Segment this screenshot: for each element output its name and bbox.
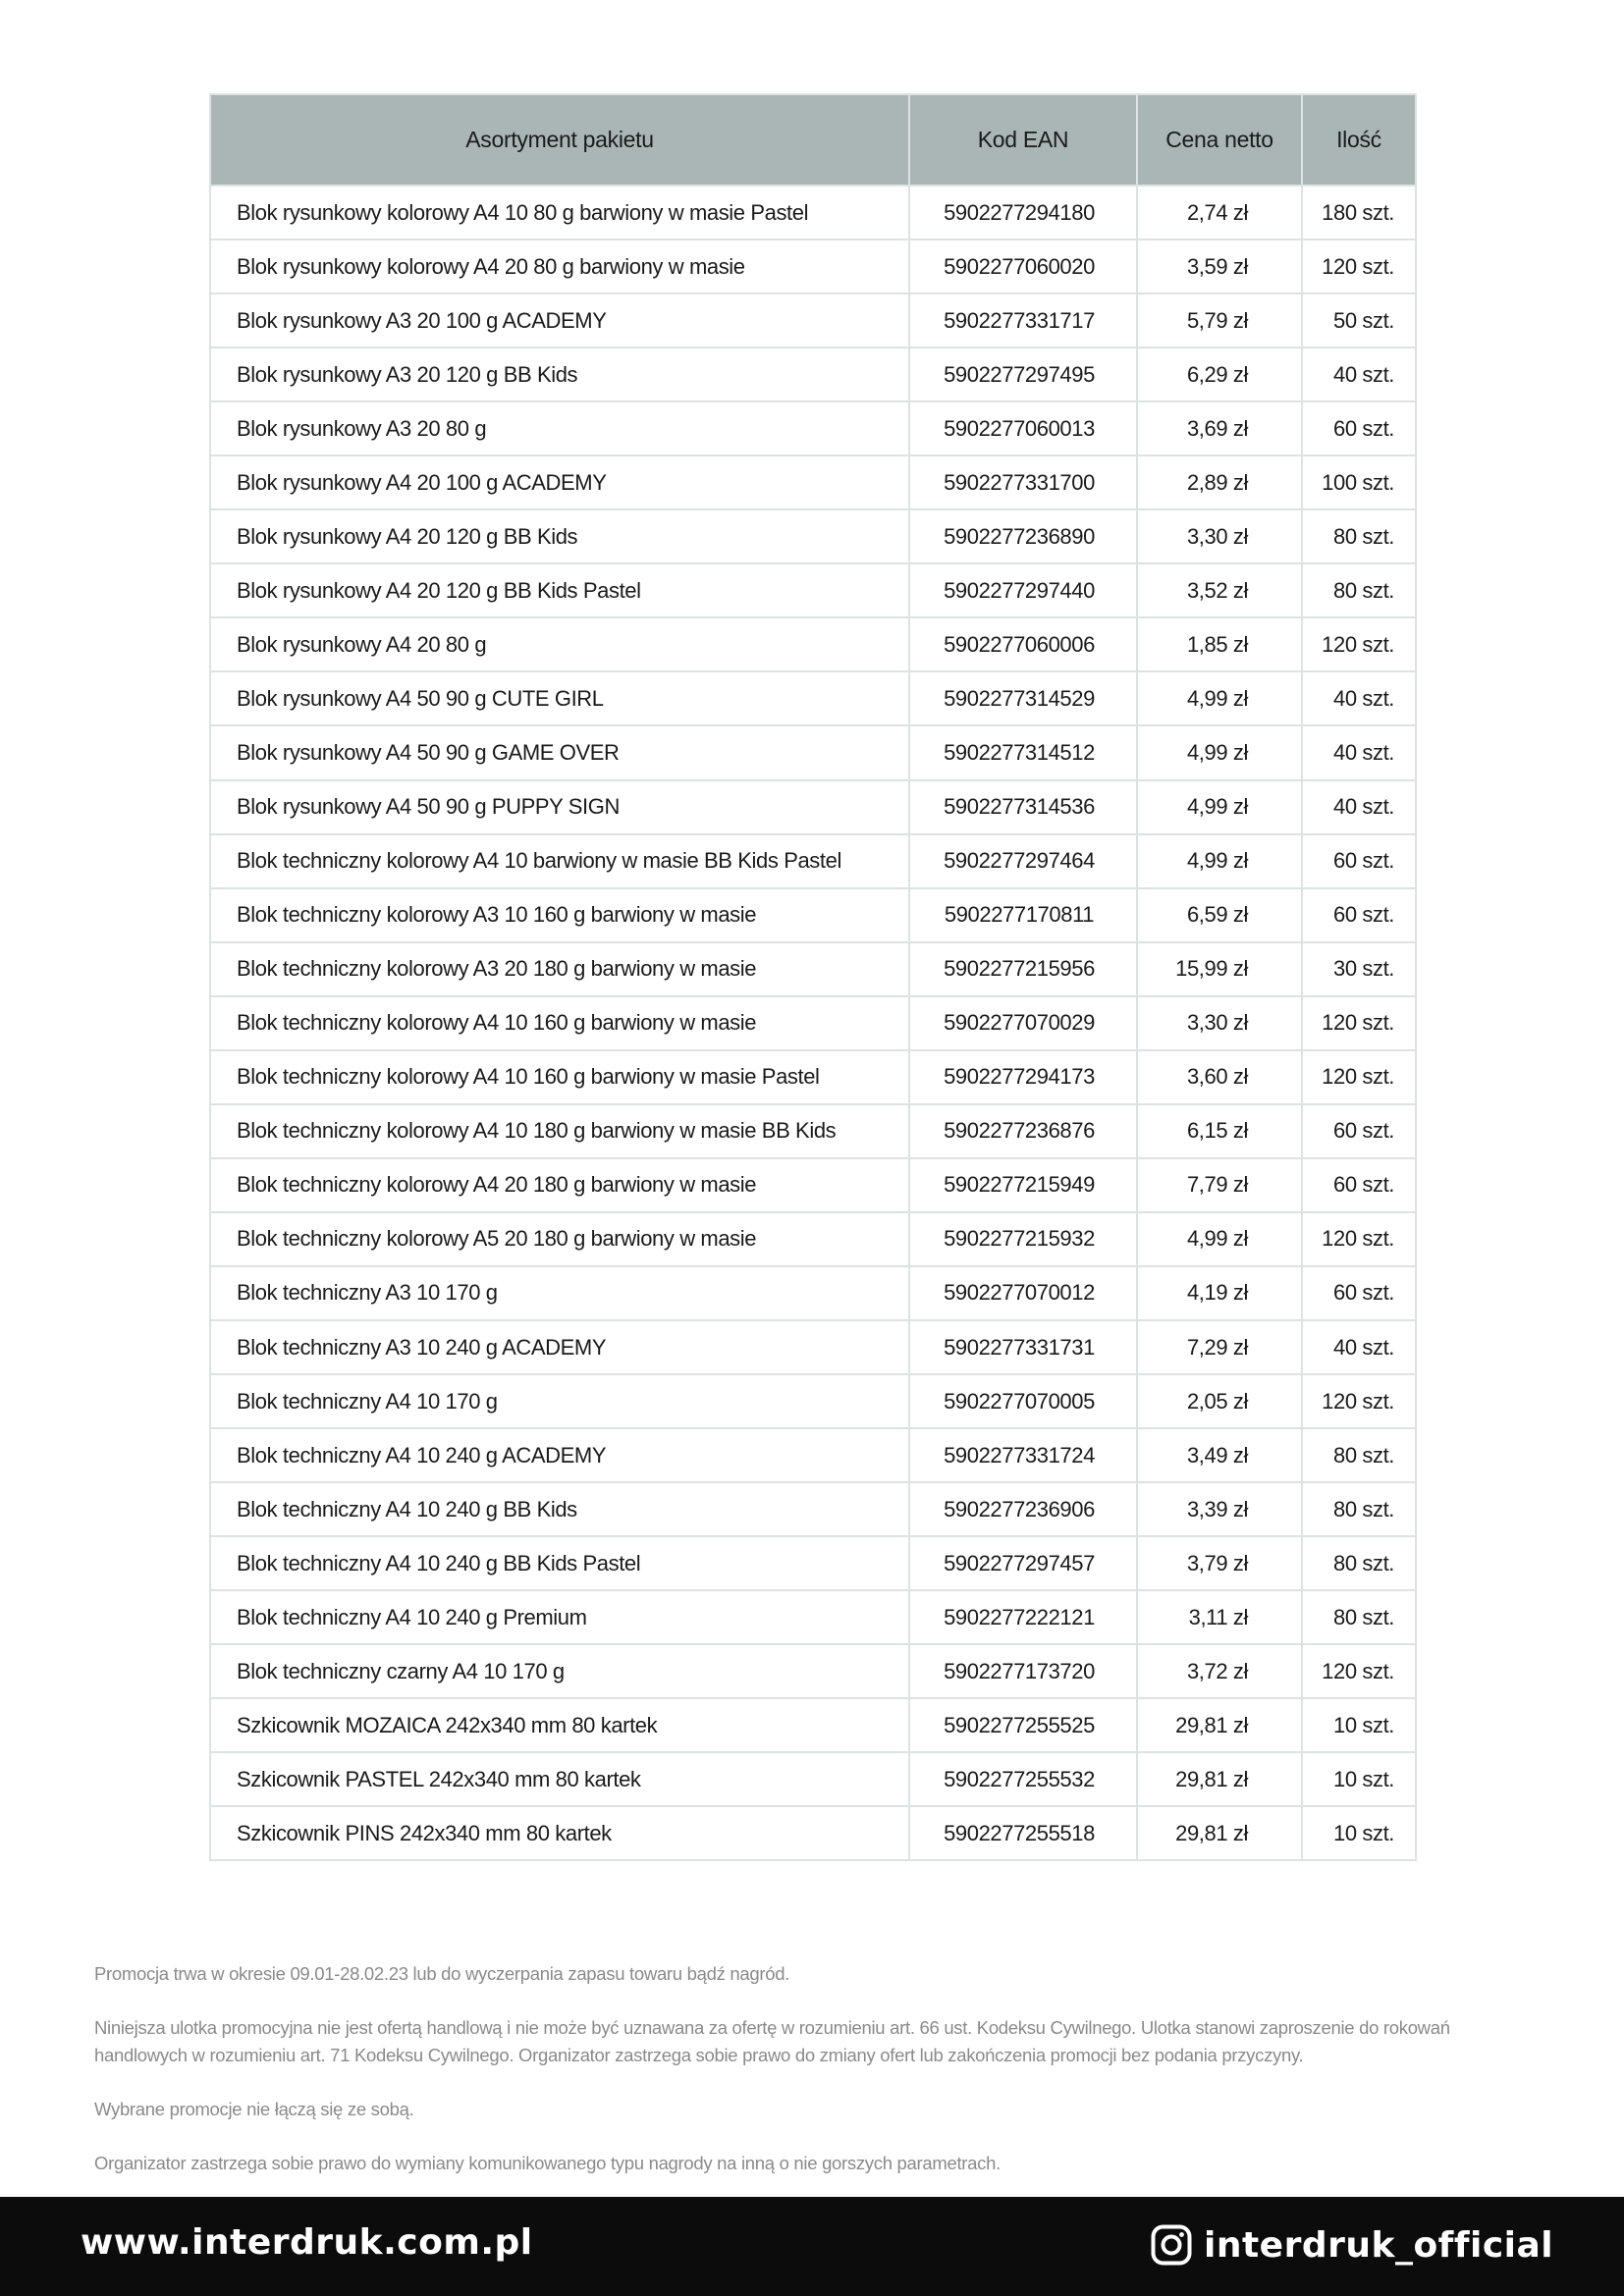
- net-price-cell: 3,59 zł: [1137, 240, 1302, 294]
- product-name-cell: Blok rysunkowy A4 50 90 g CUTE GIRL: [210, 671, 909, 725]
- ean-code-cell: 5902277294180: [909, 186, 1137, 240]
- instagram-link[interactable]: [1151, 2220, 1553, 2269]
- product-name-cell: Blok rysunkowy A4 20 80 g: [210, 617, 909, 671]
- table-row: [210, 671, 1416, 725]
- net-price-cell: 29,81 zł: [1137, 1698, 1302, 1752]
- footer-bar: [0, 2197, 1624, 2296]
- ean-code-cell: 5902277297440: [909, 563, 1137, 617]
- quantity-cell: 10 szt.: [1302, 1698, 1416, 1752]
- product-name-cell: Blok rysunkowy A4 20 100 g ACADEMY: [210, 455, 909, 509]
- ean-code-cell: 5902277331717: [909, 294, 1137, 347]
- website-link[interactable]: www.interdruk.com.pl: [81, 2222, 533, 2263]
- net-price-cell: 2,74 zł: [1137, 186, 1302, 240]
- quantity-cell: 40 szt.: [1302, 1320, 1416, 1374]
- table-row: [210, 1644, 1416, 1698]
- table-row: [210, 834, 1416, 888]
- product-name-cell: Blok techniczny A3 10 240 g ACADEMY: [210, 1320, 909, 1374]
- quantity-cell: 60 szt.: [1302, 1104, 1416, 1158]
- ean-code-cell: 5902277314529: [909, 671, 1137, 725]
- quantity-cell: 40 szt.: [1302, 671, 1416, 725]
- table-row: [210, 1158, 1416, 1212]
- package-assortment-table: [209, 93, 1417, 1861]
- net-price-cell: 3,30 zł: [1137, 996, 1302, 1050]
- product-name-cell: Blok techniczny kolorowy A5 20 180 g barwiony w masie: [210, 1212, 909, 1266]
- product-name-cell: Blok techniczny kolorowy A4 10 180 g barwiony w masie BB Kids: [210, 1104, 909, 1158]
- column-header-assortment: Asortyment pakietu: [210, 94, 909, 186]
- net-price-cell: 15,99 zł: [1137, 942, 1302, 996]
- net-price-cell: 29,81 zł: [1137, 1806, 1302, 1860]
- ean-code-cell: 5902277255525: [909, 1698, 1137, 1752]
- table-body: [210, 186, 1416, 1860]
- quantity-cell: 80 szt.: [1302, 1428, 1416, 1482]
- product-name-cell: Blok techniczny kolorowy A4 20 180 g barwiony w masie: [210, 1158, 909, 1212]
- note-legal-disclaimer: Niniejsza ulotka promocyjna nie jest ofertą handlową i nie może być uznawana za ofertę w rozumieniu art. 66 ust. Kodeksu Cywilnego. Ulotka stanowi zaproszenie do rokowań handlowych w rozumieniu art. 71 Kodeksu Cywilnego. Organizator zastrzega sobie prawo do zmiany ofert lub zakończenia promocji bez podania przyczyny.: [94, 2017, 1450, 2065]
- ean-code-cell: 5902277170811: [909, 888, 1137, 942]
- net-price-cell: 4,99 zł: [1137, 1212, 1302, 1266]
- instagram-handle: interdruk_official: [1204, 2224, 1554, 2266]
- product-name-cell: Blok rysunkowy kolorowy A4 10 80 g barwiony w masie Pastel: [210, 186, 909, 240]
- product-name-cell: Szkicownik PINS 242x340 mm 80 kartek: [210, 1806, 909, 1860]
- note-promotions-not-combined: Wybrane promocje nie łączą się ze sobą.: [94, 2099, 414, 2119]
- quantity-cell: 120 szt.: [1302, 996, 1416, 1050]
- net-price-cell: 29,81 zł: [1137, 1752, 1302, 1806]
- quantity-cell: 80 szt.: [1302, 1536, 1416, 1590]
- table-header-row: [210, 94, 1416, 186]
- note-prize-exchange: Organizator zastrzega sobie prawo do wymiany komunikowanego typu nagrody na inną o nie gorszych parametrach.: [94, 2153, 1001, 2173]
- table-row: [210, 509, 1416, 563]
- net-price-cell: 3,72 zł: [1137, 1644, 1302, 1698]
- table-row: [210, 1536, 1416, 1590]
- note-promo-period: Promocja trwa w okresie 09.01-28.02.23 lub do wyczerpania zapasu towaru bądź nagród.: [94, 1963, 790, 1984]
- quantity-cell: 60 szt.: [1302, 834, 1416, 888]
- quantity-cell: 120 szt.: [1302, 1212, 1416, 1266]
- ean-code-cell: 5902277222121: [909, 1590, 1137, 1644]
- quantity-cell: 80 szt.: [1302, 509, 1416, 563]
- product-name-cell: Blok techniczny kolorowy A4 10 160 g barwiony w masie: [210, 996, 909, 1050]
- product-name-cell: Blok techniczny kolorowy A3 20 180 g barwiony w masie: [210, 942, 909, 996]
- quantity-cell: 40 szt.: [1302, 780, 1416, 834]
- quantity-cell: 60 szt.: [1302, 401, 1416, 455]
- ean-code-cell: 5902277236890: [909, 509, 1137, 563]
- product-name-cell: Blok techniczny A4 10 240 g ACADEMY: [210, 1428, 909, 1482]
- table-row: [210, 1266, 1416, 1320]
- net-price-cell: 4,99 zł: [1137, 780, 1302, 834]
- quantity-cell: 80 szt.: [1302, 563, 1416, 617]
- quantity-cell: 80 szt.: [1302, 1590, 1416, 1644]
- table-row: [210, 780, 1416, 834]
- product-name-cell: Blok techniczny A3 10 170 g: [210, 1266, 909, 1320]
- table-row: [210, 240, 1416, 294]
- table-row: [210, 1374, 1416, 1428]
- net-price-cell: 3,49 zł: [1137, 1428, 1302, 1482]
- ean-code-cell: 5902277215932: [909, 1212, 1137, 1266]
- net-price-cell: 4,99 zł: [1137, 671, 1302, 725]
- net-price-cell: 2,05 zł: [1137, 1374, 1302, 1428]
- table-row: [210, 1806, 1416, 1860]
- ean-code-cell: 5902277173720: [909, 1644, 1137, 1698]
- ean-code-cell: 5902277070005: [909, 1374, 1137, 1428]
- ean-code-cell: 5902277331700: [909, 455, 1137, 509]
- table-row: [210, 1428, 1416, 1482]
- quantity-cell: 80 szt.: [1302, 1482, 1416, 1536]
- ean-code-cell: 5902277331724: [909, 1428, 1137, 1482]
- quantity-cell: 10 szt.: [1302, 1806, 1416, 1860]
- quantity-cell: 40 szt.: [1302, 725, 1416, 779]
- ean-code-cell: 5902277060020: [909, 240, 1137, 294]
- net-price-cell: 6,15 zł: [1137, 1104, 1302, 1158]
- quantity-cell: 120 szt.: [1302, 1374, 1416, 1428]
- net-price-cell: 3,52 zł: [1137, 563, 1302, 617]
- net-price-cell: 2,89 zł: [1137, 455, 1302, 509]
- ean-code-cell: 5902277297495: [909, 347, 1137, 401]
- quantity-cell: 120 szt.: [1302, 1644, 1416, 1698]
- ean-code-cell: 5902277255518: [909, 1806, 1137, 1860]
- net-price-cell: 7,29 zł: [1137, 1320, 1302, 1374]
- table-row: [210, 1050, 1416, 1104]
- net-price-cell: 7,79 zł: [1137, 1158, 1302, 1212]
- column-header-quantity: Ilość: [1302, 94, 1416, 186]
- table-row: [210, 1482, 1416, 1536]
- column-header-ean: Kod EAN: [909, 94, 1137, 186]
- ean-code-cell: 5902277060006: [909, 617, 1137, 671]
- quantity-cell: 30 szt.: [1302, 942, 1416, 996]
- ean-code-cell: 5902277070029: [909, 996, 1137, 1050]
- product-name-cell: Blok rysunkowy A3 20 120 g BB Kids: [210, 347, 909, 401]
- product-name-cell: Blok techniczny A4 10 170 g: [210, 1374, 909, 1428]
- product-name-cell: Blok rysunkowy A3 20 100 g ACADEMY: [210, 294, 909, 347]
- product-name-cell: Blok techniczny A4 10 240 g BB Kids Pastel: [210, 1536, 909, 1590]
- quantity-cell: 10 szt.: [1302, 1752, 1416, 1806]
- table-row: [210, 1212, 1416, 1266]
- table-row: [210, 455, 1416, 509]
- net-price-cell: 4,99 zł: [1137, 725, 1302, 779]
- ean-code-cell: 5902277236876: [909, 1104, 1137, 1158]
- ean-code-cell: 5902277255532: [909, 1752, 1137, 1806]
- quantity-cell: 50 szt.: [1302, 294, 1416, 347]
- table-row: [210, 1590, 1416, 1644]
- quantity-cell: 180 szt.: [1302, 186, 1416, 240]
- net-price-cell: 3,79 zł: [1137, 1536, 1302, 1590]
- quantity-cell: 60 szt.: [1302, 888, 1416, 942]
- ean-code-cell: 5902277294173: [909, 1050, 1137, 1104]
- ean-code-cell: 5902277070012: [909, 1266, 1137, 1320]
- net-price-cell: 3,30 zł: [1137, 509, 1302, 563]
- net-price-cell: 5,79 zł: [1137, 294, 1302, 347]
- product-name-cell: Blok techniczny A4 10 240 g Premium: [210, 1590, 909, 1644]
- table-row: [210, 1104, 1416, 1158]
- instagram-icon: [1151, 2224, 1192, 2266]
- net-price-cell: 6,29 zł: [1137, 347, 1302, 401]
- product-name-cell: Blok techniczny kolorowy A4 10 160 g barwiony w masie Pastel: [210, 1050, 909, 1104]
- product-name-cell: Blok techniczny kolorowy A3 10 160 g barwiony w masie: [210, 888, 909, 942]
- net-price-cell: 1,85 zł: [1137, 617, 1302, 671]
- table-row: [210, 294, 1416, 347]
- quantity-cell: 100 szt.: [1302, 455, 1416, 509]
- ean-code-cell: 5902277215956: [909, 942, 1137, 996]
- net-price-cell: 3,69 zł: [1137, 401, 1302, 455]
- product-name-cell: Blok rysunkowy A4 50 90 g PUPPY SIGN: [210, 780, 909, 834]
- net-price-cell: 3,39 zł: [1137, 1482, 1302, 1536]
- table-row: [210, 996, 1416, 1050]
- table-row: [210, 401, 1416, 455]
- net-price-cell: 6,59 zł: [1137, 888, 1302, 942]
- product-name-cell: Szkicownik MOZAICA 242x340 mm 80 kartek: [210, 1698, 909, 1752]
- product-name-cell: Blok rysunkowy A3 20 80 g: [210, 401, 909, 455]
- product-name-cell: Blok rysunkowy A4 20 120 g BB Kids: [210, 509, 909, 563]
- ean-code-cell: 5902277331731: [909, 1320, 1137, 1374]
- product-name-cell: Blok rysunkowy A4 50 90 g GAME OVER: [210, 725, 909, 779]
- quantity-cell: 120 szt.: [1302, 240, 1416, 294]
- table-row: [210, 563, 1416, 617]
- ean-code-cell: 5902277215949: [909, 1158, 1137, 1212]
- product-name-cell: Blok rysunkowy kolorowy A4 20 80 g barwiony w masie: [210, 240, 909, 294]
- ean-code-cell: 5902277236906: [909, 1482, 1137, 1536]
- table-row: [210, 617, 1416, 671]
- net-price-cell: 3,11 zł: [1137, 1590, 1302, 1644]
- quantity-cell: 120 szt.: [1302, 617, 1416, 671]
- ean-code-cell: 5902277314536: [909, 780, 1137, 834]
- table-row: [210, 1320, 1416, 1374]
- quantity-cell: 60 szt.: [1302, 1266, 1416, 1320]
- column-header-price: Cena netto: [1137, 94, 1302, 186]
- table-row: [210, 725, 1416, 779]
- quantity-cell: 120 szt.: [1302, 1050, 1416, 1104]
- quantity-cell: 60 szt.: [1302, 1158, 1416, 1212]
- ean-code-cell: 5902277297464: [909, 834, 1137, 888]
- ean-code-cell: 5902277060013: [909, 401, 1137, 455]
- net-price-cell: 4,99 zł: [1137, 834, 1302, 888]
- table-row: [210, 1752, 1416, 1806]
- table-row: [210, 186, 1416, 240]
- net-price-cell: 4,19 zł: [1137, 1266, 1302, 1320]
- product-name-cell: Blok techniczny A4 10 240 g BB Kids: [210, 1482, 909, 1536]
- net-price-cell: 3,60 zł: [1137, 1050, 1302, 1104]
- product-name-cell: Blok rysunkowy A4 20 120 g BB Kids Pastel: [210, 563, 909, 617]
- quantity-cell: 40 szt.: [1302, 347, 1416, 401]
- table-row: [210, 347, 1416, 401]
- product-name-cell: Blok techniczny kolorowy A4 10 barwiony w masie BB Kids Pastel: [210, 834, 909, 888]
- ean-code-cell: 5902277297457: [909, 1536, 1137, 1590]
- table-row: [210, 942, 1416, 996]
- table-row: [210, 888, 1416, 942]
- product-name-cell: Blok techniczny czarny A4 10 170 g: [210, 1644, 909, 1698]
- promo-notes: [94, 1960, 1547, 2204]
- table-row: [210, 1698, 1416, 1752]
- ean-code-cell: 5902277314512: [909, 725, 1137, 779]
- product-name-cell: Szkicownik PASTEL 242x340 mm 80 kartek: [210, 1752, 909, 1806]
